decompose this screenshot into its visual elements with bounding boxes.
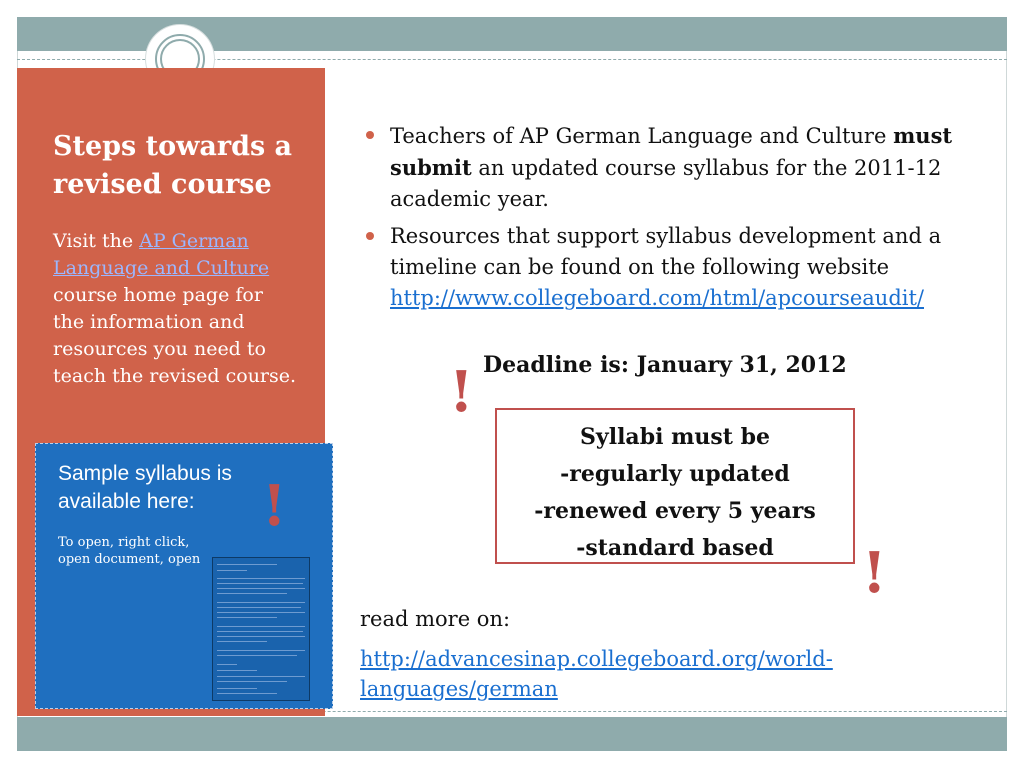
syllabi-line-1: Syllabi must be xyxy=(580,424,770,450)
visit-paragraph xyxy=(53,228,298,390)
thumb-line xyxy=(217,670,257,671)
thumb-line xyxy=(217,636,305,637)
course-home-link[interactable]: AP German Language and Culture xyxy=(53,230,270,279)
syllabi-line-2: -regularly updated xyxy=(560,461,790,487)
item1-bold: must submit xyxy=(390,123,953,180)
item1-text-end: an updated course syllabus for the 2011-12 academic year. xyxy=(390,156,942,211)
thumb-line xyxy=(217,688,257,689)
thumb-line xyxy=(217,593,287,594)
thumb-line xyxy=(217,693,277,694)
thumb-line xyxy=(217,676,305,677)
list-item xyxy=(362,120,994,215)
thumb-line xyxy=(217,655,297,656)
thumb-line xyxy=(217,641,267,642)
document-thumbnail-icon[interactable] xyxy=(212,557,310,701)
syllabi-requirements-box xyxy=(495,408,855,564)
item1-text: Teachers of AP German Language and Culture xyxy=(390,124,894,148)
footer-band xyxy=(17,717,1007,751)
thumb-line xyxy=(217,664,237,665)
world-languages-link[interactable]: http://advancesinap.collegeboard.org/world-languages/german xyxy=(360,647,833,701)
thumb-line xyxy=(217,564,277,565)
thumb-line xyxy=(217,570,247,571)
thumb-line xyxy=(217,612,305,613)
thumb-line xyxy=(217,583,303,584)
bullet-icon xyxy=(366,232,374,240)
item2-text: Resources that support syllabus development and a timeline can be found on the following website xyxy=(390,224,942,279)
exclamation-icon: ! xyxy=(862,540,887,606)
course-audit-link[interactable]: http://www.collegeboard.com/html/apcourseaudit/ xyxy=(390,286,924,310)
thumb-line xyxy=(217,681,287,682)
deadline-text: Deadline is: January 31, 2012 xyxy=(483,352,847,378)
thumb-line xyxy=(217,588,305,589)
slide-title: Steps towards a revised course xyxy=(53,131,293,200)
thumb-line xyxy=(217,631,303,632)
sample-syllabus-title: Sample syllabus is available here: xyxy=(58,462,232,513)
read-more-label: read more on: xyxy=(360,607,511,631)
thumb-line xyxy=(217,650,305,651)
thumb-line xyxy=(217,617,277,618)
exclamation-icon: ! xyxy=(262,473,287,539)
list-item xyxy=(362,221,994,314)
thumb-line xyxy=(217,602,305,603)
syllabi-line-3: -renewed every 5 years xyxy=(534,498,816,524)
thumb-line xyxy=(217,607,301,608)
thumb-line xyxy=(217,578,305,579)
bullet-icon xyxy=(366,131,374,139)
visit-suffix: course home page for the information and resources you need to teach the revised course. xyxy=(53,284,297,387)
syllabi-line-4: -standard based xyxy=(576,535,774,561)
open-instructions: To open, right click, open document, open xyxy=(58,535,201,567)
exclamation-icon: ! xyxy=(449,359,474,425)
thumb-line xyxy=(217,626,305,627)
visit-prefix: Visit the xyxy=(53,230,140,252)
bullet-list xyxy=(362,120,994,320)
